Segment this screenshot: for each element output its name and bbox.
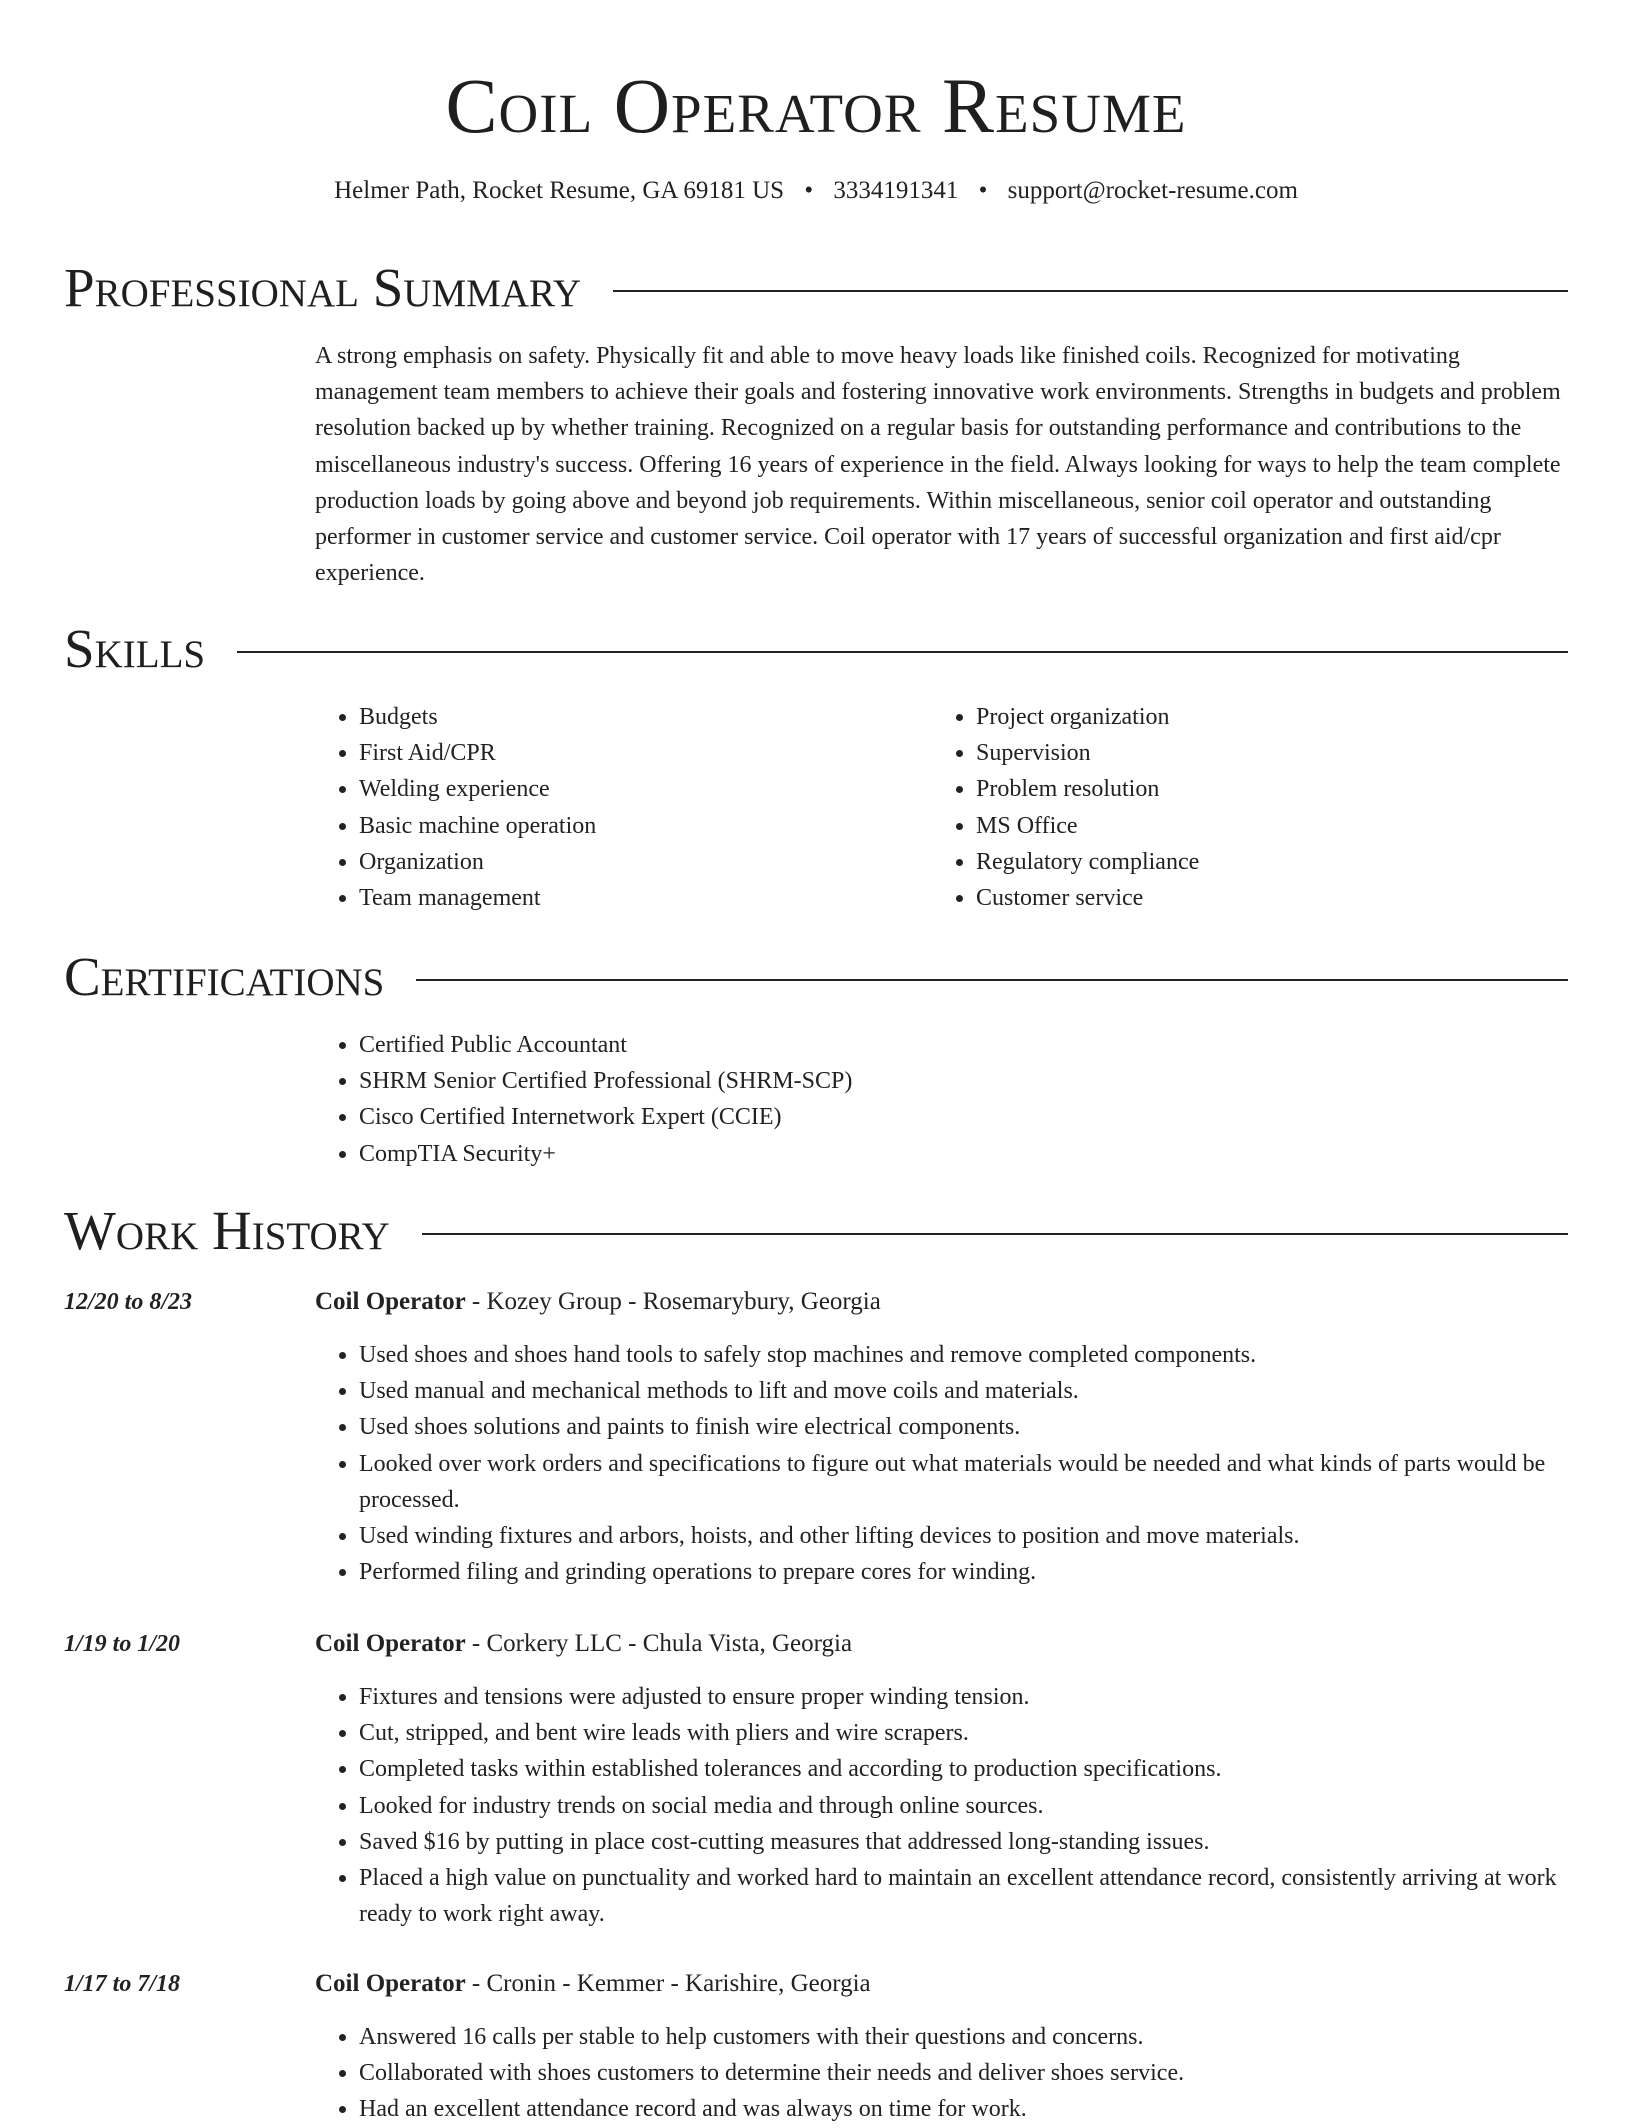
skill-item: • Supervision [976,735,1492,771]
page-title: Coil Operator Resume [445,62,1187,149]
section-title-certifications: Certifications [64,946,385,1007]
job-company-location: - Kozey Group - Rosemarybury, Georgia [465,1288,881,1315]
section-title-skills: Skills [64,618,206,679]
section-title-work-history: Work History [64,1200,390,1261]
job-company-location: - Corkery LLC - Chula Vista, Georgia [465,1630,853,1657]
section-header-certifications [64,945,1568,1009]
contact-separator: • [804,177,814,204]
job-bullet: • Used manual and mechanical methods to lift and move coils and materials. [359,1373,1612,1409]
job-bullets [315,1337,1612,1590]
job-bullet: • Used shoes and shoes hand tools to safely stop machines and remove completed components. [359,1337,1612,1373]
job-dates: 1/19 to 1/20 [64,1631,181,1657]
job-bullet: • Used winding fixtures and arbors, hoists, and other lifting devices to position and move materials. [359,1518,1612,1554]
section-divider [613,290,1568,292]
skill-item: • Regulatory compliance [976,844,1492,880]
contact-address: Helmer Path, Rocket Resume, GA 69181 US [334,177,785,204]
job-bullet: • Answered 16 calls per stable to help customers with their questions and concerns. [359,2019,1612,2055]
job-bullets [315,1679,1612,1932]
job-bullet: • Looked over work orders and specifications to figure out what materials would be needed and what kinds of parts would be processed. [359,1446,1612,1518]
skill-item: • Problem resolution [976,771,1492,807]
certifications-list [315,1027,1415,1172]
summary-text: A strong emphasis on safety. Physically fit and able to move heavy loads like finished coils. Recognized for motivating management team members to achieve their goals and fostering innovative work environments. Strengths in budgets and problem resolution backed up by whether training. Recognized on a regular basis for outstanding performance and contributions to the miscellaneous industry's success. Offering 16 years of experience in the field. Always looking for ways to help the team complete production loads by going above and beyond job requirements. Within miscellaneous, senior coil operator and outstanding performer in customer service and customer service. Coil operator with 17 years of successful organization and first aid/cpr experience. [315,343,1561,587]
skill-item: • MS Office [976,808,1492,844]
job-bullet: • Had an excellent attendance record and was always on time for work. [359,2091,1612,2127]
skill-item: • Basic machine operation [359,808,875,844]
job-bullets [315,2019,1612,2128]
job-bullet: • Fixtures and tensions were adjusted to ensure proper winding tension. [359,1679,1612,1715]
job-bullet: • Placed a high value on punctuality and worked hard to maintain an excellent attendance record, consistently arriving at work ready to work right away. [359,1860,1612,1932]
job-bullet: • Completed tasks within established tolerances and according to production specifications. [359,1751,1612,1787]
job-bullet: • Collaborated with shoes customers to determine their needs and deliver shoes service. [359,2055,1612,2091]
contact-line [0,175,1632,207]
job-heading [315,1284,881,1320]
section-divider [422,1233,1568,1235]
section-title-summary: Professional Summary [64,257,582,318]
skills-column-left [315,699,875,916]
section-header-skills [64,617,1568,681]
certifications-block [315,1027,1415,1172]
job-bullet: • Performed filing and grinding operations to prepare cores for winding. [359,1554,1612,1590]
skill-item: • Customer service [976,880,1492,916]
job-bullet: • Used shoes solutions and paints to finish wire electrical components. [359,1409,1612,1445]
certification-item: • Certified Public Accountant [359,1027,1415,1063]
skills-list-left [315,699,875,916]
certification-item: • SHRM Senior Certified Professional (SHRM-SCP) [359,1063,1415,1099]
job-bullet: • Cut, stripped, and bent wire leads with pliers and wire scrapers. [359,1715,1612,1751]
contact-phone: 3334191341 [833,177,959,204]
section-header-summary [64,256,1568,320]
job-bullet: • Saved $16 by putting in place cost-cutting measures that addressed long-standing issues. [359,1824,1612,1860]
skills-column-right [932,699,1492,916]
section-divider [237,651,1568,653]
job-role: Coil Operator [315,1970,466,1997]
section-divider [416,979,1568,981]
skill-item: • Project organization [976,699,1492,735]
skill-item: • Team management [359,880,875,916]
certification-item: • Cisco Certified Internetwork Expert (CCIE) [359,1099,1415,1135]
certification-item: • CompTIA Security+ [359,1136,1415,1172]
job-heading [315,1626,852,1662]
job-heading [315,1966,871,2002]
skill-item: • Budgets [359,699,875,735]
job-role: Coil Operator [315,1630,466,1657]
contact-email: support@rocket-resume.com [1007,177,1298,204]
skills-list-right [932,699,1492,916]
job-role: Coil Operator [315,1288,466,1315]
job-company-location: - Cronin - Kemmer - Karishire, Georgia [465,1970,871,1997]
skill-item: • Organization [359,844,875,880]
skill-item: • First Aid/CPR [359,735,875,771]
job-dates: 12/20 to 8/23 [64,1289,193,1315]
skill-item: • Welding experience [359,771,875,807]
job-dates: 1/17 to 7/18 [64,1971,181,1997]
job-bullet: • Looked for industry trends on social media and through online sources. [359,1788,1612,1824]
contact-separator: • [978,177,988,204]
section-header-work-history [64,1199,1568,1263]
